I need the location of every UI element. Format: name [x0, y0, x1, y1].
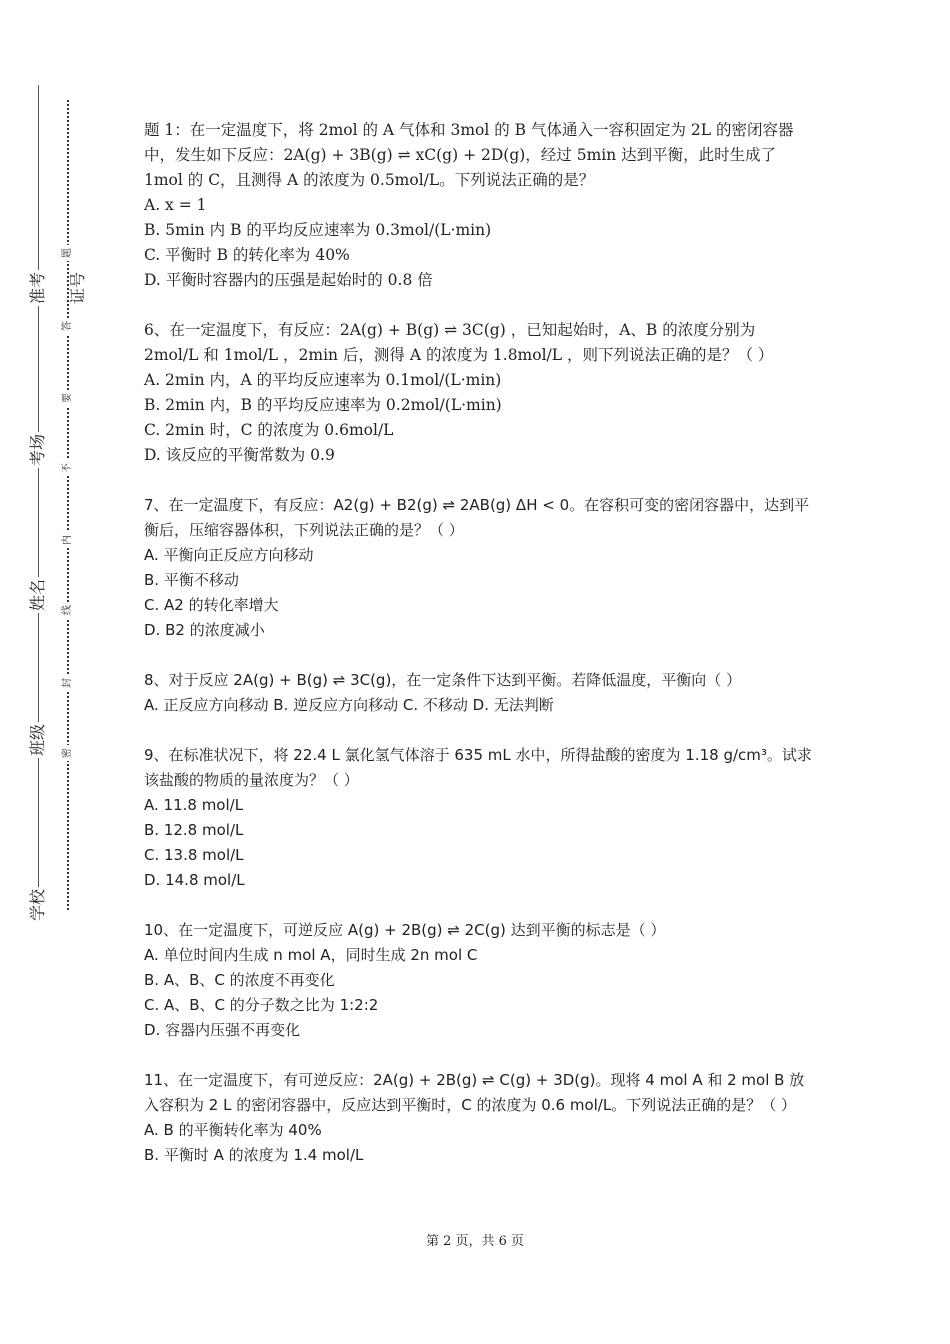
option: B. 平衡时 A 的浓度为 1.4 mol/L	[144, 1146, 364, 1164]
question-content	[144, 118, 814, 1193]
option: D. 该反应的平衡常数为 0.9	[144, 446, 335, 464]
option: A. B 的平衡转化率为 40%	[144, 1121, 322, 1139]
seal-char: 封	[60, 675, 76, 691]
class-label: 班级	[18, 722, 58, 758]
question-stem: 9、在标准状况下，将 22.4 L 氯化氢气体溶于 635 mL 水中，所得盐酸的密度为 1.18 g/cm³。试求该盐酸的物质的量浓度为？（ ）	[144, 746, 812, 789]
option: A. x = 1	[144, 196, 207, 214]
question-stem: 题 1：在一定温度下，将 2mol 的 A 气体和 3mol 的 B 气体通入一容积固定为 2L 的密闭容器中，发生如下反应：2A(g) + 3B(g) ⇌ xC(g) + 2D(g)，经过 5min 达到平衡，此时生成了 1mol 的 C，且测得 A 的浓度为 0.5mol/L。下列说法正确的是？	[144, 121, 794, 189]
name-label: 姓名	[18, 577, 58, 613]
option: A. 正反应方向移动 B. 逆反应方向移动 C. 不移动 D. 无法判断	[144, 696, 554, 714]
seal-char: 不	[60, 460, 76, 476]
option: D. 14.8 mol/L	[144, 871, 245, 889]
option: B. 5min 内 B 的平均反应速率为 0.3mol/(L·min)	[144, 221, 492, 239]
option: C. A、B、C 的分子数之比为 1:2:2	[144, 996, 379, 1014]
option: D. 平衡时容器内的压强是起始时的 0.8 倍	[144, 271, 433, 289]
option: A. 平衡向正反应方向移动	[144, 546, 314, 564]
option: A. 2min 内，A 的平均反应速率为 0.1mol/(L·min)	[144, 371, 502, 389]
question-1	[144, 118, 814, 293]
exam-room-label: 考场	[18, 432, 58, 468]
seal-char: 密	[60, 745, 76, 761]
binding-solid-line	[38, 85, 39, 920]
option: B. 12.8 mol/L	[144, 821, 244, 839]
question-stem: 7、在一定温度下，有反应：A2(g) + B2(g) ⇌ 2AB(g) ΔH < 0。在容积可变的密闭容器中，达到平衡后，压缩容器体积，下列说法正确的是？（ ）	[144, 496, 810, 539]
question-6	[144, 318, 814, 468]
option: A. 单位时间内生成 n mol A，同时生成 2n mol C	[144, 946, 478, 964]
option: C. 平衡时 B 的转化率为 40%	[144, 246, 350, 264]
question-9	[144, 743, 814, 893]
option: B. 平衡不移动	[144, 571, 239, 589]
binding-margin	[0, 0, 110, 1344]
exam-number-label: 准考证号	[18, 270, 58, 306]
question-8	[144, 668, 814, 718]
page-footer: 第 2 页，共 6 页	[425, 1234, 525, 1249]
option: C. 2min 时，C 的浓度为 0.6mol/L	[144, 421, 394, 439]
seal-char: 题	[60, 245, 76, 261]
option: C. 13.8 mol/L	[144, 846, 244, 864]
option: C. A2 的转化率增大	[144, 596, 279, 614]
seal-dotted-line	[67, 100, 69, 910]
question-stem: 10、在一定温度下，可逆反应 A(g) + 2B(g) ⇌ 2C(g) 达到平衡的标志是（ ）	[144, 921, 666, 939]
question-stem: 11、在一定温度下，有可逆反应：2A(g) + 2B(g) ⇌ C(g) + 3D(g)。现将 4 mol A 和 2 mol B 放入容积为 2 L 的密闭容器中，反应达到平衡时，C 的浓度为 0.6 mol/L。下列说法正确的是？（ ）	[144, 1071, 805, 1114]
question-stem: 8、对于反应 2A(g) + B(g) ⇌ 3C(g)，在一定条件下达到平衡。若降低温度，平衡向（ ）	[144, 671, 742, 689]
option: B. 2min 内，B 的平均反应速率为 0.2mol/(L·min)	[144, 396, 502, 414]
question-11	[144, 1068, 814, 1168]
question-10	[144, 918, 814, 1043]
question-stem: 6、在一定温度下，有反应：2A(g) + B(g) ⇌ 3C(g) ，已知起始时，A、B 的浓度分别为 2mol/L 和 1mol/L ，2min 后，测得 A 的浓度为 1.8mol/L ，则下列说法正确的是？（ ）	[144, 321, 774, 364]
option: D. 容器内压强不再变化	[144, 1021, 301, 1039]
seal-char: 要	[60, 390, 76, 406]
option: B. A、B、C 的浓度不再变化	[144, 971, 335, 989]
option: D. B2 的浓度减小	[144, 621, 265, 639]
question-7	[144, 493, 814, 643]
seal-char: 线	[60, 602, 76, 618]
seal-char: 答	[60, 318, 76, 334]
seal-char: 内	[60, 532, 76, 548]
school-label: 学校	[18, 887, 58, 923]
option: A. 11.8 mol/L	[144, 796, 244, 814]
